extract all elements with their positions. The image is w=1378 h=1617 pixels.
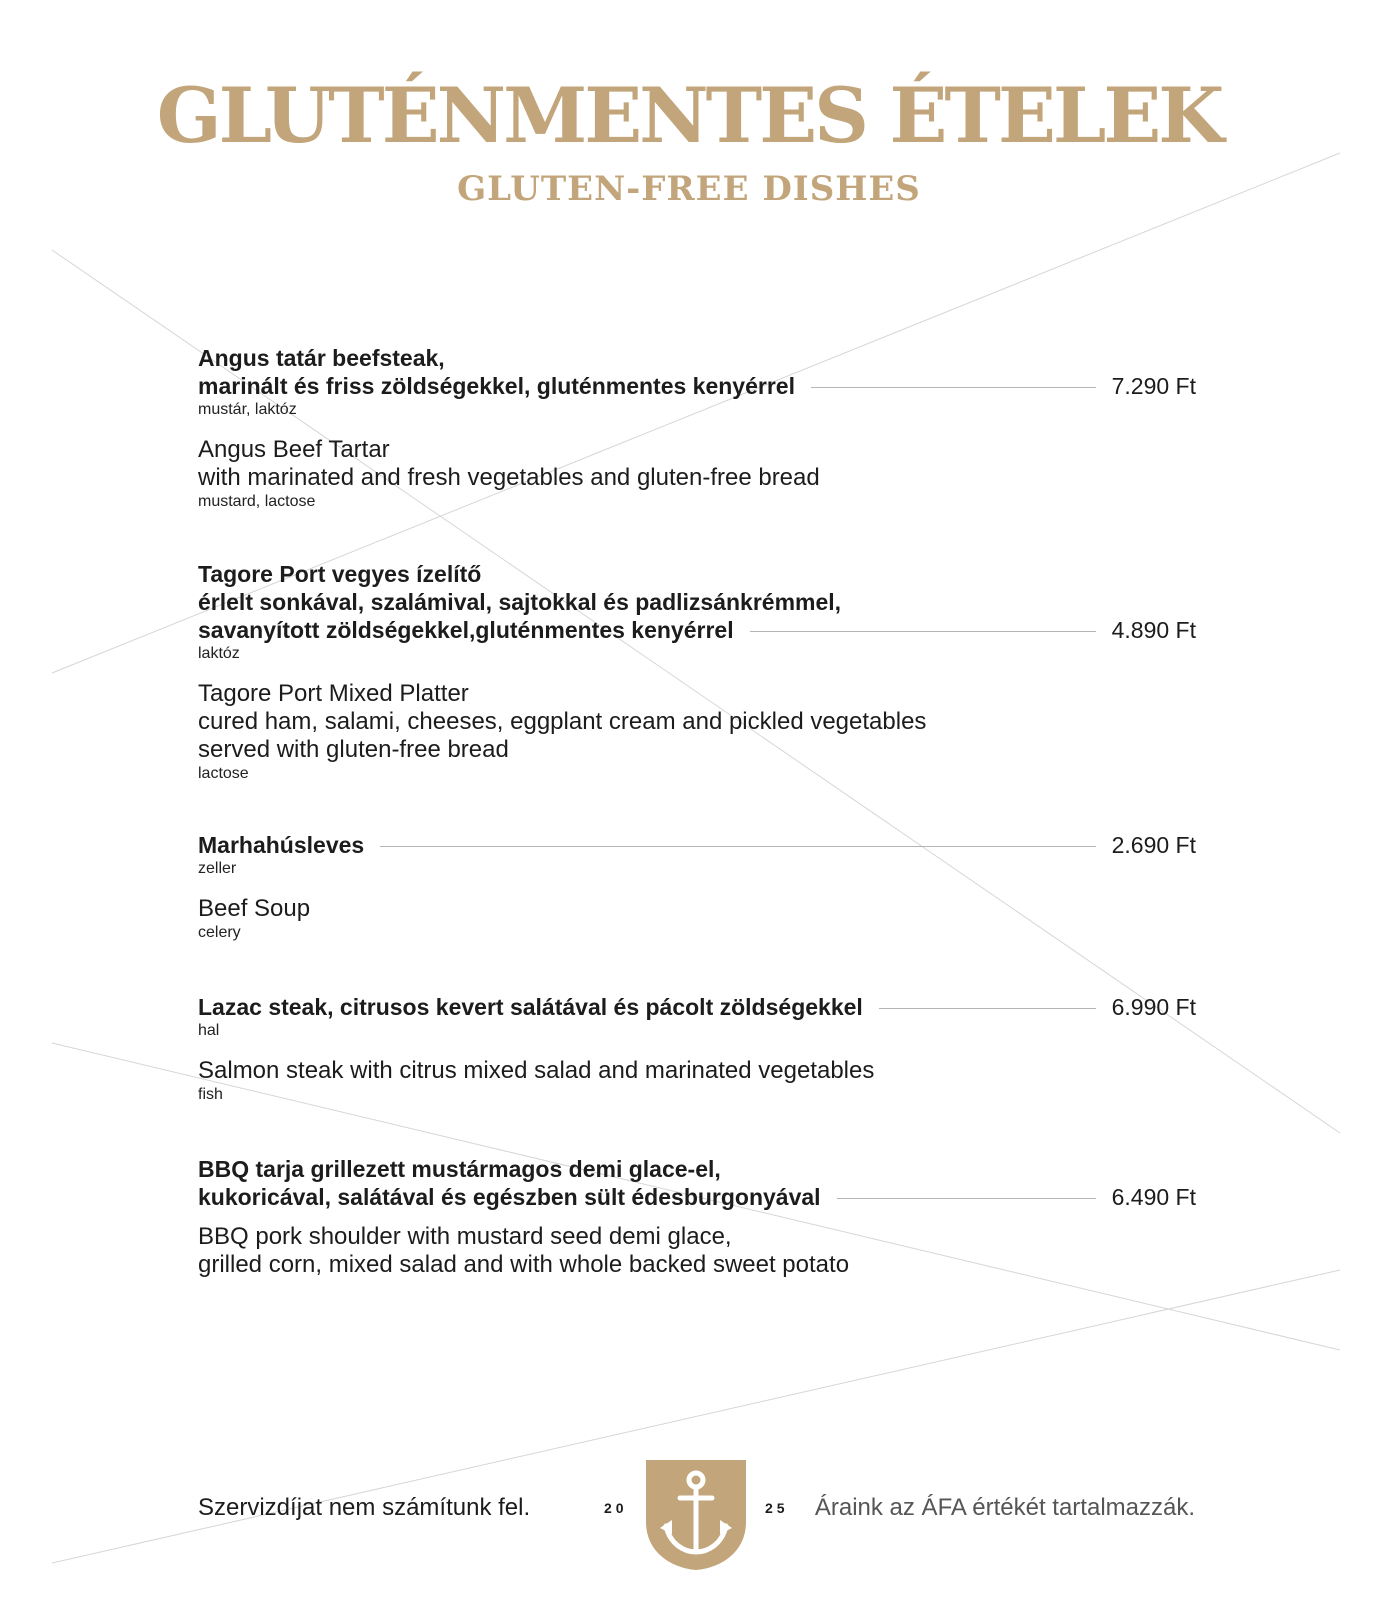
en-allergen: celery [198,924,241,941]
hu-name-line-with-price: marinált és friss zöldségekkel, gluténmentes kenyérrel 7.290 Ft [198,373,1196,399]
year-right: 25 [765,1500,789,1516]
menu-item [198,831,1196,943]
en-allergen: fish [198,1086,223,1103]
service-charge-note: Szervizdíjat nem számítunk fel. [198,1494,531,1521]
hu-name-line-with-price: Lazac steak, citrusos kevert salátával és pácolt zöldségekkel 6.990 Ft [198,994,1196,1020]
en-allergen: mustard, lactose [198,493,316,510]
page-title: GLUTÉNMENTES ÉTELEK [156,71,1222,160]
hu-allergen: zeller [198,860,237,877]
hu-name-line-with-price: Marhahúsleves 2.690 Ft [198,832,1196,858]
price-leader [750,631,1096,632]
hu-name-line: érlelt sonkával, szalámival, sajtokkal és padlizsánkrémmel, [198,589,842,615]
price-leader [837,1198,1096,1199]
hu-name-line: Angus tatár beefsteak, [198,345,445,371]
en-allergen: lactose [198,765,249,782]
menu-item [198,993,1196,1105]
price-leader [879,1008,1096,1009]
hu-allergen: mustár, laktóz [198,401,297,418]
page-subtitle: GLUTEN-FREE DISHES [457,169,921,209]
price: 4.890 Ft [1111,617,1196,643]
hu-name-line-with-price: savanyított zöldségekkel,gluténmentes kenyérrel 4.890 Ft [198,617,1196,643]
vat-note: Áraink az ÁFA értékét tartalmazzák. [814,1494,1195,1521]
en-description: Beef Soup celery [198,895,1196,943]
en-description: BBQ pork shoulder with mustard seed demi glace, grilled corn, mixed salad and with whole backed sweet potato [198,1223,850,1278]
menu-item [198,1155,1196,1279]
en-description: Angus Beef Tartar with marinated and fresh vegetables and gluten-free bread mustard, lactose [198,436,1196,512]
en-description: Salmon steak with citrus mixed salad and marinated vegetables fish [198,1057,1196,1105]
hu-allergen: laktóz [198,645,240,662]
price: 7.290 Ft [1111,373,1196,399]
anchor-icon [646,1460,746,1570]
hu-name-line: Tagore Port vegyes ízelítő [198,561,482,587]
price: 2.690 Ft [1111,832,1196,858]
en-description: Tagore Port Mixed Platter cured ham, salami, cheeses, eggplant cream and pickled vegetables served with gluten-free bread lactose [198,680,1196,784]
hu-allergen: hal [198,1022,220,1039]
year-left: 20 [604,1500,628,1516]
menu-item [198,560,1196,784]
menu-item [198,344,1196,512]
price: 6.990 Ft [1111,994,1196,1020]
price-leader [811,387,1096,388]
price: 6.490 Ft [1111,1184,1196,1210]
hu-name-line: BBQ tarja grillezett mustármagos demi glace-el, [198,1156,721,1182]
hu-name-line-with-price: kukoricával, salátával és egészben sült édesburgonyával 6.490 Ft [198,1184,1196,1210]
price-leader [380,846,1095,847]
